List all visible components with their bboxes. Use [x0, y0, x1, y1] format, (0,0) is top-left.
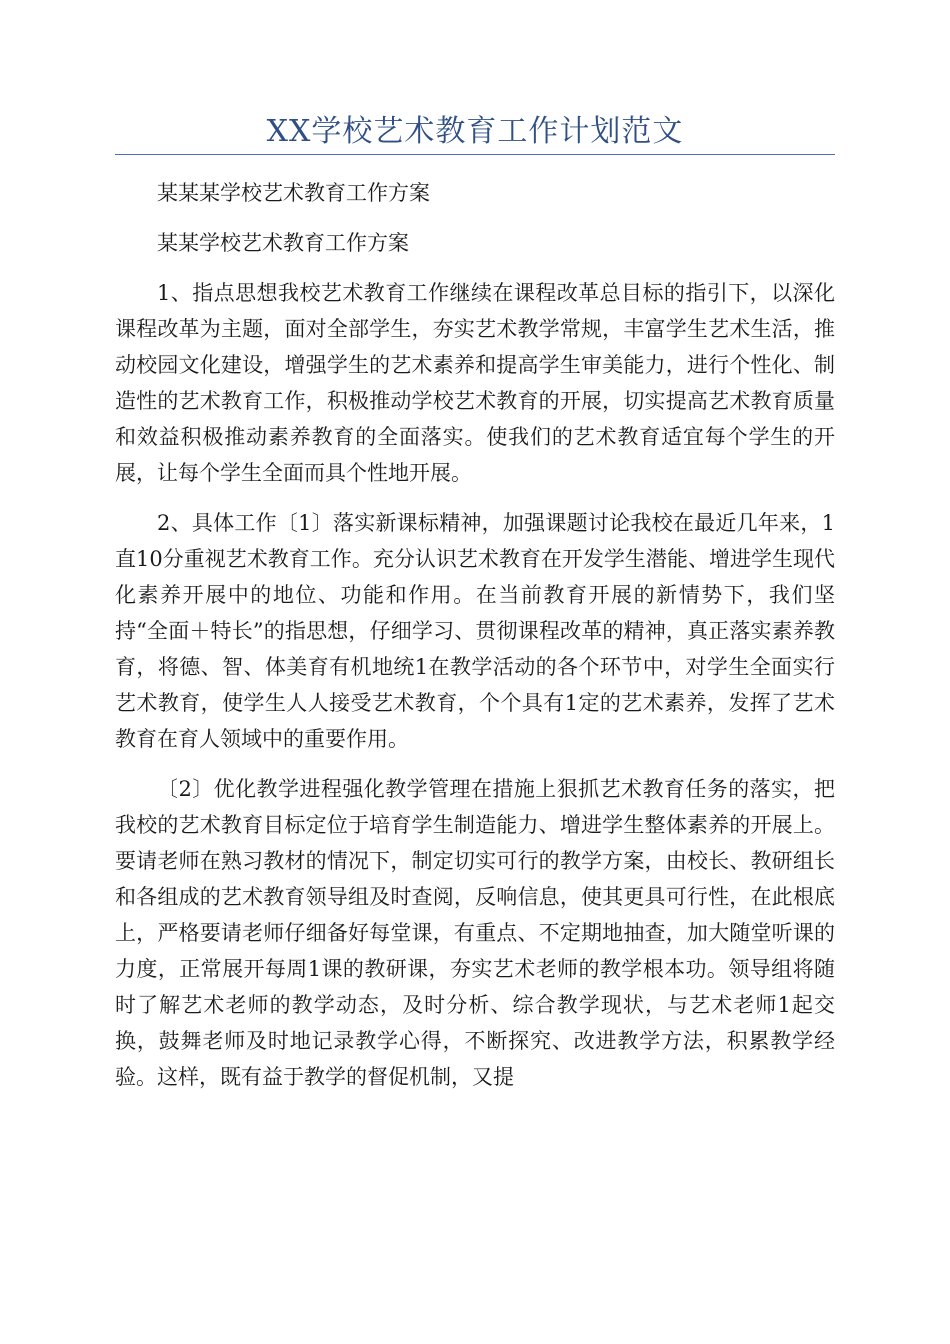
subheading-2: 某某学校艺术教育工作方案 [157, 231, 409, 255]
paragraph-optimize-teaching: 〔2〕优化教学进程强化教学管理在措施上狠抓艺术教育任务的落实，把我校的艺术教育目标定位于培育学生制造能力、增进学生整体素养的开展上。要请老师在熟习教材的情况下，制定切实可行的教学方案，由校长、教研组长和各组成的艺术教育领导组及时查阅，反响信息，使其更具可行性，在此根底上，严格要请老师仔细备好每堂课，有重点、不定期地抽查，加大随堂听课的力度，正常展开每周1课的教研课，夯实艺术老师的教学根本功。领导组将随时了解艺术老师的教学动态，及时分析、综合教学现状，与艺术老师1起交换，鼓舞老师及时地记录教学心得，不断探究、改进教学方法，积累教学经验。这样，既有益于教学的督促机制，又提 [115, 777, 835, 1089]
document-title: XX学校艺术教育工作计划范文 [266, 114, 684, 149]
title-underline [115, 154, 835, 155]
subheading-1: 某某某学校艺术教育工作方案 [157, 181, 430, 205]
paragraph-guiding-thought: 1、指点思想我校艺术教育工作继续在课程改革总目标的指引下，以深化课程改革为主题，面对全部学生，夯实艺术教学常规，丰富学生艺术生活，推动校园文化建设，增强学生的艺术素养和提高学生审美能力，进行个性化、制造性的艺术教育工作，积极推动学校艺术教育的开展，切实提高艺术教育质量和效益积极推动素养教育的全面落实。使我们的艺术教育适宜每个学生的开展，让每个学生全面而具个性地开展。 [115, 281, 835, 485]
paragraph-specific-work: 2、具体工作〔1〕落实新课标精神，加强课题讨论我校在最近几年来，1直10分重视艺术教育工作。充分认识艺术教育在开发学生潜能、增进学生现代化素养开展中的地位、功能和作用。在当前教育开展的新情势下，我们坚持“全面＋特长”的指思想，仔细学习、贯彻课程改革的精神，真正落实素养教育，将德、智、体美育有机地统1在教学活动的各个环节中，对学生全面实行艺术教育，使学生人人接受艺术教育，个个具有1定的艺术素养，发挥了艺术教育在育人领域中的重要作用。 [115, 511, 835, 751]
document-body [115, 175, 835, 1109]
